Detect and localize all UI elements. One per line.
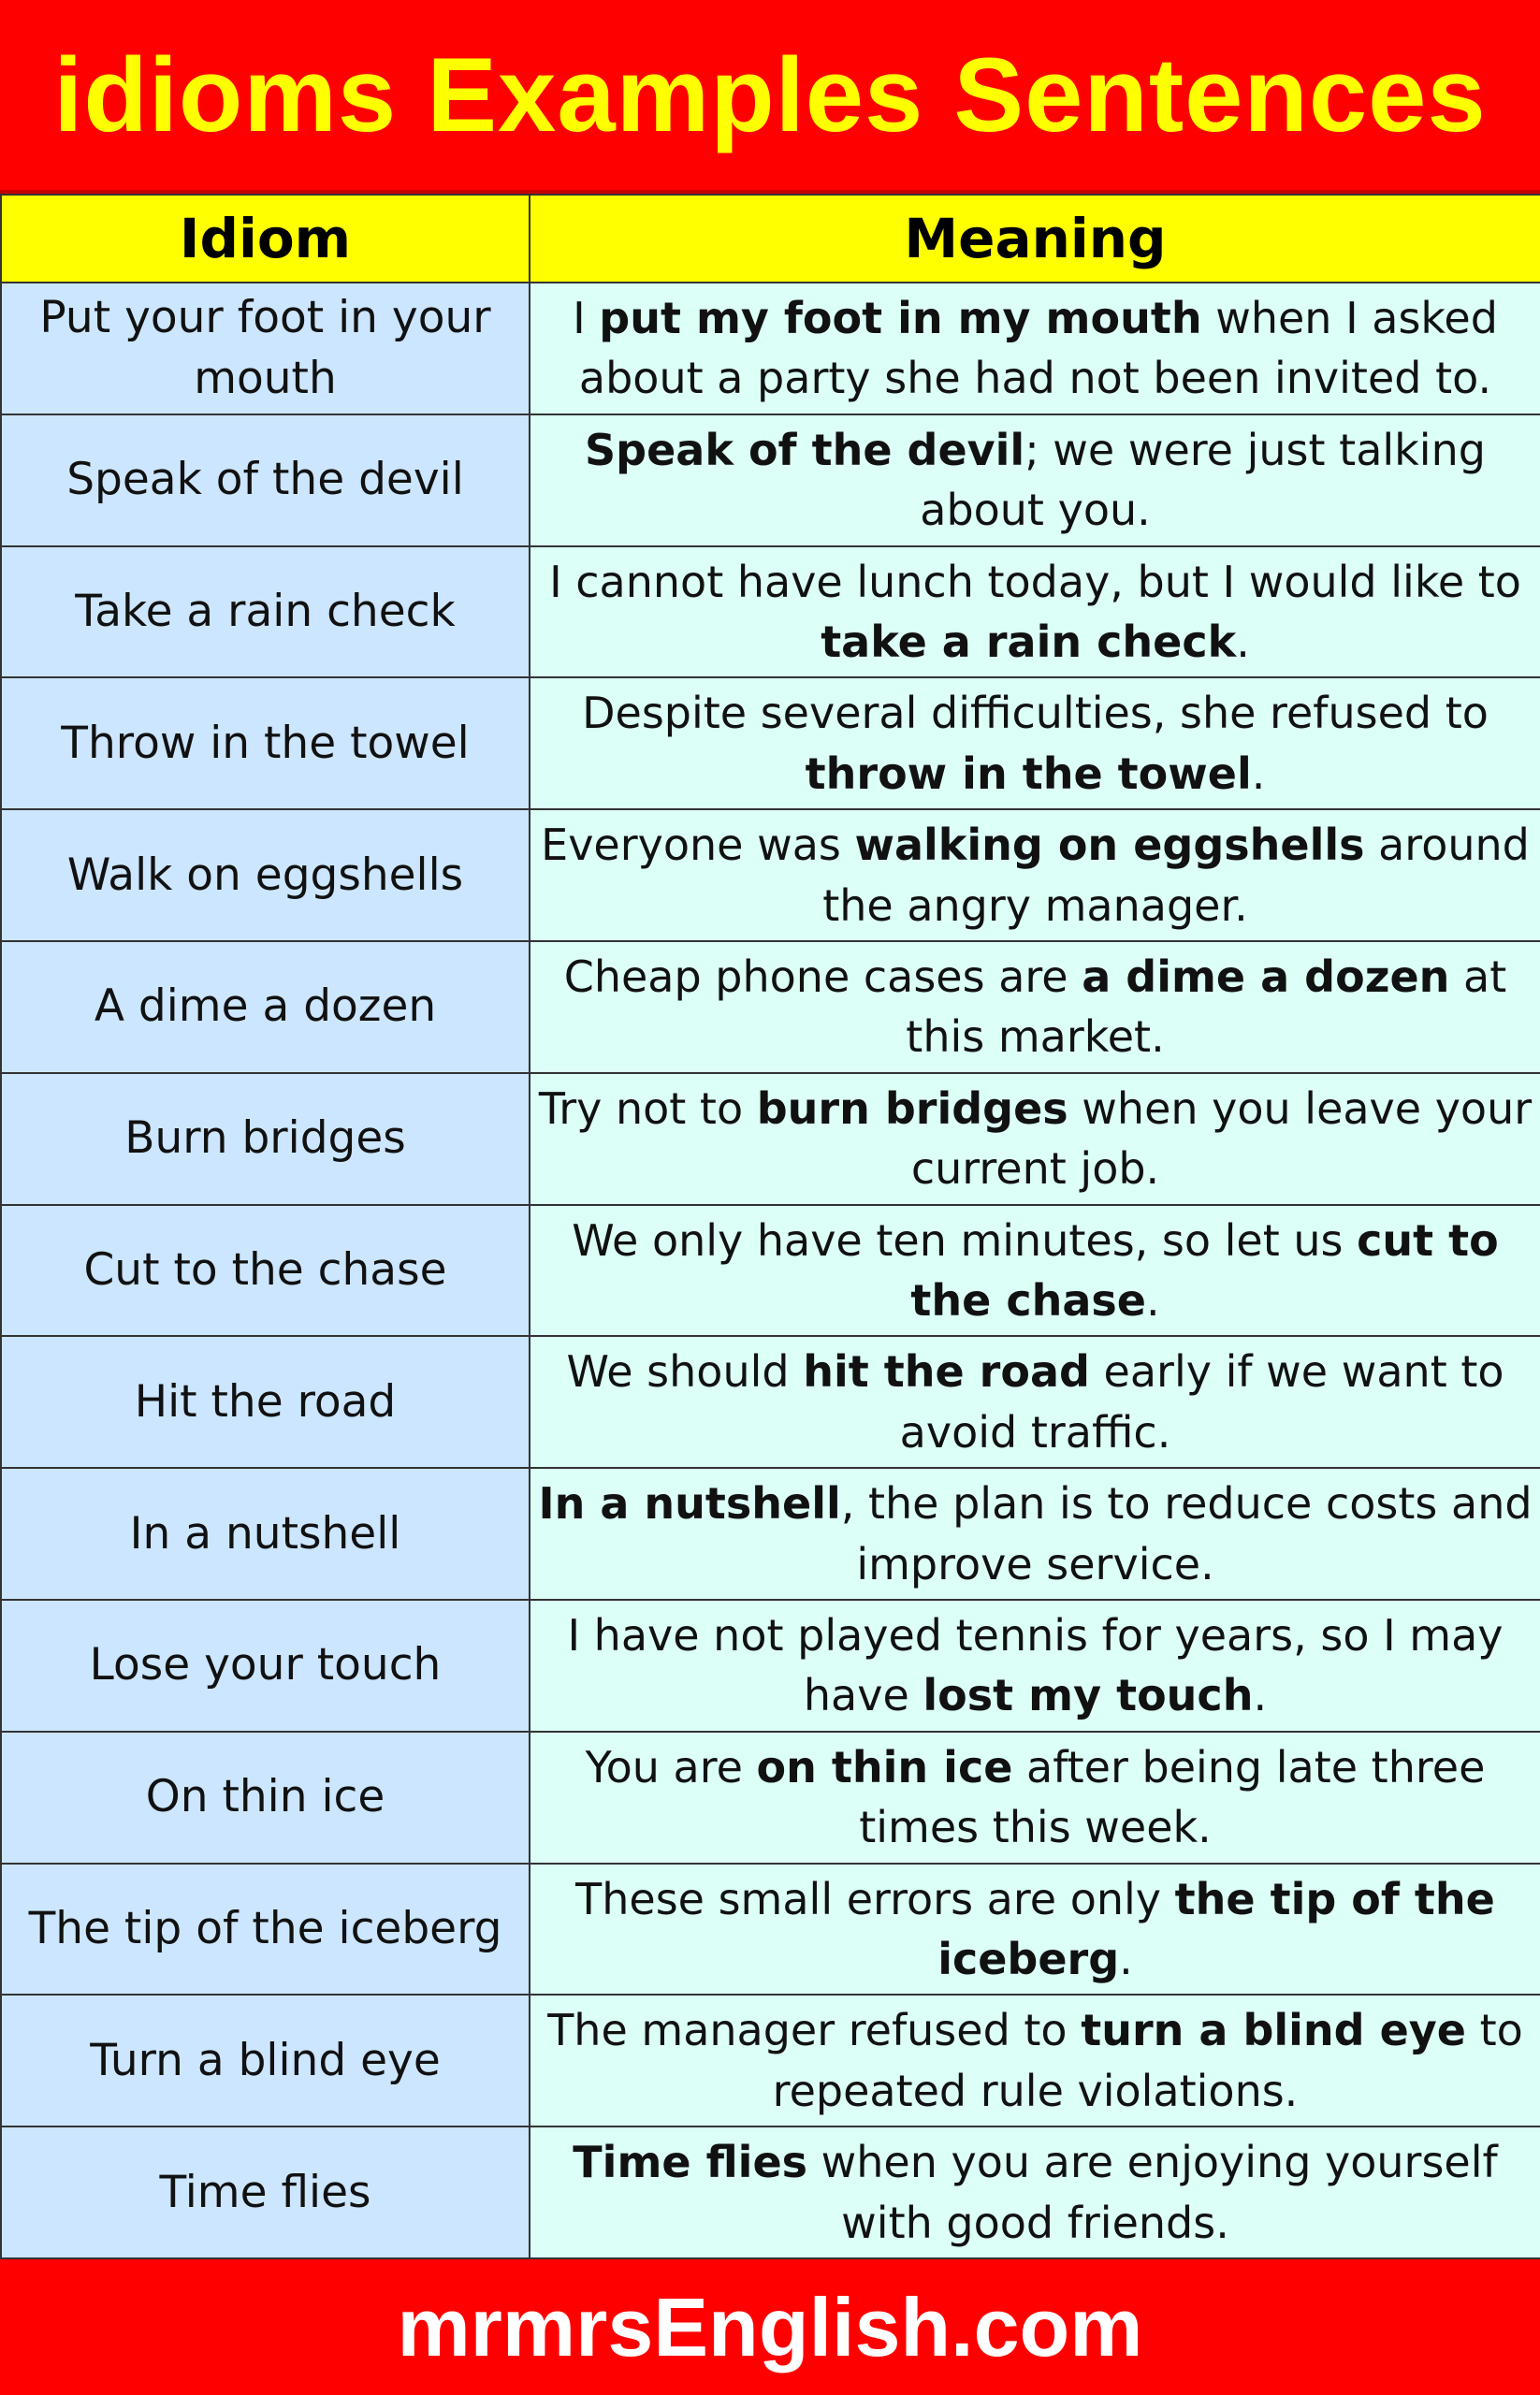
sentence-text-before: Despite several difficulties, she refused to	[582, 688, 1489, 739]
idiom-highlight: put my foot in my mouth	[599, 293, 1202, 343]
example-sentence-cell	[530, 546, 1540, 678]
sentence-text-after: , the plan is to reduce costs and improve service.	[840, 1478, 1533, 1589]
table-row	[1, 809, 1540, 941]
page-title: idioms Examples Sentences	[53, 36, 1487, 153]
idiom-highlight: burn bridges	[756, 1082, 1068, 1134]
table-row	[1, 1336, 1540, 1468]
idiom-cell: A dime a dozen	[1, 941, 530, 1073]
idiom-cell: Speak of the devil	[1, 414, 530, 546]
footer-banner	[0, 2259, 1540, 2395]
sentence-text-after: around the angry manager.	[822, 820, 1530, 931]
table-row	[1, 677, 1540, 809]
idiom-cell: Burn bridges	[1, 1073, 530, 1205]
idiom-cell: Take a rain check	[1, 546, 530, 678]
sentence-text-before: These small errors are only	[575, 1873, 1175, 1924]
idiom-highlight: hit the road	[803, 1346, 1090, 1398]
example-sentence-cell	[530, 1468, 1540, 1600]
table-row	[1, 283, 1540, 414]
idiom-highlight: take a rain check	[821, 616, 1237, 667]
example-sentence-cell	[530, 283, 1540, 414]
title-banner	[0, 0, 1540, 194]
idioms-table	[0, 194, 1540, 2259]
example-sentence-cell	[530, 677, 1540, 809]
sentence-text-before: I have not played tennis for years, so I may have	[567, 1609, 1504, 1721]
example-sentence-cell	[530, 1732, 1540, 1864]
idiom-highlight: cut to the chase	[910, 1214, 1499, 1326]
table-row	[1, 1864, 1540, 1996]
idiom-cell: On thin ice	[1, 1732, 530, 1864]
column-header-meaning: Meaning	[530, 195, 1540, 283]
idiom-highlight: Time flies	[573, 2137, 808, 2188]
idiom-cell: Cut to the chase	[1, 1205, 530, 1337]
example-sentence-cell	[530, 1600, 1540, 1732]
table-row	[1, 1600, 1540, 1732]
sentence-text-before: Everyone was	[541, 820, 855, 871]
idiom-cell: Throw in the towel	[1, 677, 530, 809]
sentence-text-after: after being late three times this week.	[859, 1741, 1486, 1853]
example-sentence-cell	[530, 414, 1540, 546]
idiom-highlight: Speak of the devil	[585, 424, 1025, 475]
table-row	[1, 1468, 1540, 1600]
idiom-cell: Lose your touch	[1, 1600, 530, 1732]
table-row	[1, 414, 1540, 546]
sentence-text-after: .	[1119, 1933, 1133, 1984]
site-url: mrmrsEnglish.com	[397, 2280, 1143, 2373]
sentence-text-before: Try not to	[538, 1082, 757, 1134]
example-sentence-cell	[530, 1073, 1540, 1205]
idiom-highlight: throw in the towel	[805, 748, 1252, 799]
column-header-idiom: Idiom	[1, 195, 530, 283]
example-sentence-cell	[530, 2126, 1540, 2258]
table-row	[1, 2126, 1540, 2258]
example-sentence-cell	[530, 1864, 1540, 1996]
table-header-row	[1, 195, 1540, 283]
idiom-highlight: In a nutshell	[538, 1478, 841, 1530]
sentence-text-after: .	[1253, 1670, 1268, 1721]
sentence-text-before: We should	[566, 1346, 804, 1398]
sentence-text-after: early if we want to avoid traffic.	[899, 1346, 1504, 1458]
table-row	[1, 941, 1540, 1073]
example-sentence-cell	[530, 809, 1540, 941]
idiom-highlight: lost my touch	[923, 1670, 1254, 1721]
idiom-highlight: walking on eggshells	[854, 820, 1365, 871]
sentence-text-before: You are	[585, 1741, 757, 1793]
sentence-text-before: The manager refused to	[547, 2005, 1082, 2056]
sentence-text-after: .	[1251, 748, 1266, 799]
idiom-highlight: the tip of the iceberg	[937, 1873, 1495, 1984]
idiom-cell: Time flies	[1, 2126, 530, 2258]
idiom-highlight: turn a blind eye	[1081, 2005, 1466, 2056]
idiom-cell: The tip of the iceberg	[1, 1864, 530, 1996]
example-sentence-cell	[530, 941, 1540, 1073]
sentence-text-after: when you leave your current job.	[910, 1082, 1533, 1195]
idiom-cell: Walk on eggshells	[1, 809, 530, 941]
table-body	[1, 283, 1540, 2258]
example-sentence-cell	[530, 1336, 1540, 1468]
idiom-highlight: on thin ice	[756, 1741, 1013, 1793]
table-row	[1, 1073, 1540, 1205]
idiom-cell: Turn a blind eye	[1, 1995, 530, 2126]
sentence-text-after: at this market.	[906, 951, 1507, 1063]
idiom-cell: In a nutshell	[1, 1468, 530, 1600]
sentence-text-before: We only have ten minutes, so let us	[572, 1214, 1358, 1266]
example-sentence-cell	[530, 1995, 1540, 2126]
sentence-text-after: .	[1236, 616, 1250, 667]
sentence-text-after: when you are enjoying yourself with good friends.	[807, 2137, 1498, 2248]
sentence-text-before: Cheap phone cases are	[563, 951, 1082, 1002]
sentence-text-after: ; we were just talking about you.	[920, 424, 1486, 536]
sentence-text-before: I	[573, 293, 600, 343]
sentence-text-after: when I asked about a party she had not been invited to.	[578, 293, 1498, 404]
example-sentence-cell	[530, 1205, 1540, 1337]
sentence-text-after: .	[1145, 1274, 1160, 1326]
table-row	[1, 1205, 1540, 1337]
table-row	[1, 1732, 1540, 1864]
table-row	[1, 546, 1540, 678]
sentence-text-after: to repeated rule violations.	[772, 2005, 1523, 2116]
table-row	[1, 1995, 1540, 2126]
idioms-table-container	[0, 194, 1540, 2259]
sentence-text-before: I cannot have lunch today, but I would like to	[549, 556, 1521, 607]
idiom-cell: Put your foot in your mouth	[1, 283, 530, 414]
idiom-cell: Hit the road	[1, 1336, 530, 1468]
idiom-highlight: a dime a dozen	[1082, 951, 1450, 1002]
